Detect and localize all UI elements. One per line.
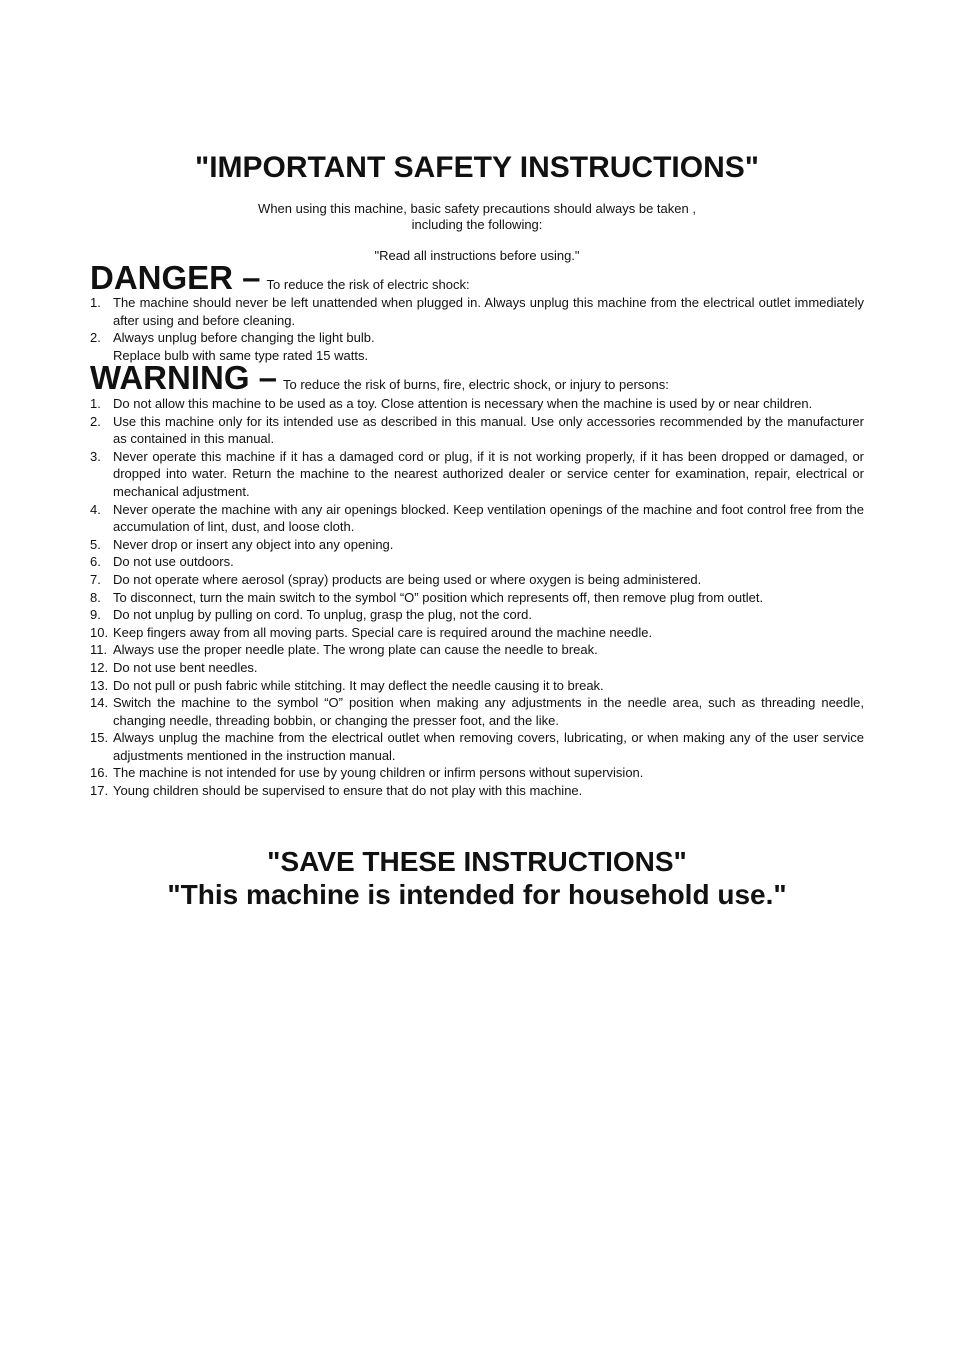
item-text: Always unplug before changing the light bulb. (113, 330, 375, 346)
list-item (90, 659, 864, 677)
item-text: The machine should never be left unattended when plugged in. Always unplug this machine from the electrical outlet immediately after using and before cleaning. (113, 295, 864, 328)
item-text: Always use the proper needle plate. The wrong plate can cause the needle to break. (113, 642, 598, 658)
save-instructions-line: "SAVE THESE INSTRUCTIONS" (267, 846, 687, 877)
item-text: The machine is not intended for use by young children or infirm persons without supervision. (113, 765, 644, 781)
item-number: 15. (90, 730, 109, 746)
list-item (90, 413, 864, 448)
item-number: 2. (90, 330, 101, 346)
item-text: Use this machine only for its intended use as described in this manual. Use only accessories recommended by the manufacturer as contained in this manual. (113, 413, 864, 447)
item-number: 13. (90, 677, 109, 693)
item-number: 3. (90, 448, 101, 464)
item-text: Always unplug the machine from the electrical outlet when removing covers, lubricating, or when making any of the user service adjustments mentioned in the instruction manual. (113, 730, 864, 763)
list-item (90, 501, 864, 536)
item-number: 11. (90, 642, 108, 658)
warning-list (90, 395, 864, 800)
list-item (90, 764, 864, 782)
household-use-line: "This machine is intended for household use." (167, 879, 787, 910)
danger-subtitle: To reduce the risk of electric shock: (266, 277, 470, 292)
item-number: 1. (90, 295, 101, 310)
item-text: Keep fingers away from all moving parts. Special care is required around the machine needle. (113, 624, 653, 640)
page-title: "IMPORTANT SAFETY INSTRUCTIONS" (194, 151, 759, 184)
danger-list (90, 294, 864, 364)
list-item (90, 571, 864, 589)
item-number: 6. (90, 554, 101, 570)
list-item (90, 553, 864, 571)
intro-line-2: including the following: (411, 216, 543, 232)
list-item (90, 677, 864, 695)
item-text: Do not use outdoors. (113, 554, 234, 570)
item-number: 2. (90, 413, 101, 429)
item-number: 4. (90, 501, 101, 517)
item-number: 7. (90, 571, 101, 587)
list-item (90, 782, 864, 800)
item-text: To disconnect, turn the main switch to the symbol “O” position which represents off, then remove plug from outlet. (113, 589, 764, 605)
item-text: Do not pull or push fabric while stitching. It may deflect the needle causing it to break. (113, 677, 604, 693)
item-number: 16. (90, 765, 109, 781)
item-text-continued: Replace bulb with same type rated 15 watts. (113, 347, 369, 363)
item-text: Switch the machine to the symbol “O” position when making any adjustments in the needle area, such as threading needle, changing needle, threading bobbin, or changing the presser foot, and the like. (113, 695, 864, 728)
intro-line-1: When using this machine, basic safety precautions should always be taken , (258, 201, 696, 216)
item-number: 8. (90, 589, 101, 605)
list-item (90, 641, 864, 659)
item-text: Young children should be supervised to ensure that do not play with this machine. (113, 783, 583, 799)
item-text: Never operate the machine with any air openings blocked. Keep ventilation openings of the machine and foot control free from the accumulation of lint, dust, and loose cloth. (113, 501, 864, 535)
warning-title: WARNING – (90, 359, 278, 396)
item-text: Do not use bent needles. (113, 659, 258, 675)
intro-text (0, 201, 954, 232)
danger-title: DANGER – (90, 259, 261, 296)
list-item (90, 448, 864, 501)
list-item (90, 589, 864, 607)
list-item (90, 694, 864, 729)
item-number: 1. (90, 396, 101, 411)
item-text: Never operate this machine if it has a damaged cord or plug, if it is not working properly, if it has been dropped or damaged, or dropped into water. Return the machine to the nearest authorized dealer or service center for examination, repair, electrical or mechanical adjustment. (113, 448, 864, 499)
list-item (90, 606, 864, 624)
read-notice: "Read all instructions before using." (374, 248, 580, 263)
item-number: 14. (90, 695, 109, 711)
list-item (90, 624, 864, 642)
item-number: 5. (90, 536, 101, 552)
item-number: 9. (90, 607, 101, 623)
warning-subtitle: To reduce the risk of burns, fire, electric shock, or injury to persons: (283, 377, 669, 392)
list-item (90, 729, 864, 764)
list-item (90, 395, 864, 413)
list-item (90, 536, 864, 554)
item-text: Do not unplug by pulling on cord. To unplug, grasp the plug, not the cord. (113, 607, 532, 623)
item-text: Do not operate where aerosol (spray) products are being used or where oxygen is being administered. (113, 571, 702, 587)
item-text: Do not allow this machine to be used as a toy. Close attention is necessary when the machine is used by or near children. (113, 396, 813, 411)
closing-statement (0, 845, 954, 911)
item-number: 12. (90, 659, 109, 675)
item-number: 17. (90, 783, 109, 799)
item-number: 10. (90, 624, 109, 640)
item-text: Never drop or insert any object into any opening. (113, 536, 394, 552)
list-item (90, 294, 864, 329)
